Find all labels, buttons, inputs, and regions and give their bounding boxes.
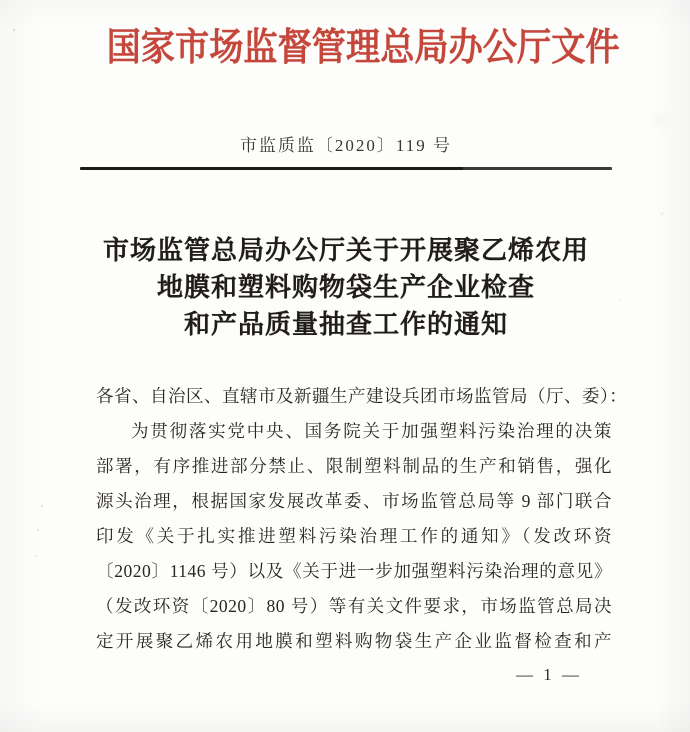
- header-divider-rule: [80, 167, 612, 170]
- document-title: [80, 232, 612, 343]
- body-line: （发改环资〔2020〕80 号）等有关文件要求，市场监管总局决: [96, 596, 612, 616]
- page-number: — 1 —: [516, 665, 582, 684]
- body-line: 部署，有序推进部分禁止、限制塑料制品的生产和销售，强化: [96, 456, 612, 476]
- salutation-line: 各省、自治区、直辖市及新疆生产建设兵团市场监管局（厅、委）：: [96, 386, 628, 406]
- body-line: 源头治理，根据国家发展改革委、市场监管总局等 9 部门联合: [96, 491, 612, 511]
- body-line: 为贯彻落实党中央、国务院关于加强塑料污染治理的决策: [131, 421, 612, 441]
- document-header-title: 国家市场监督管理总局办公厅文件: [106, 27, 620, 69]
- body-line: 印发《关于扎实推进塑料污染治理工作的通知》（发改环资: [96, 526, 612, 546]
- document-body: [80, 379, 628, 659]
- document-number: 市监质监〔2020〕119 号: [239, 136, 453, 155]
- body-line: 定开展聚乙烯农用地膜和塑料购物袋生产企业监督检查和产: [96, 631, 612, 651]
- document-title-line: 地膜和塑料购物袋生产企业检查: [156, 273, 535, 302]
- document-title-line: 和产品质量抽查工作的通知: [183, 310, 508, 339]
- body-line: 〔2020〕1146 号）以及《关于进一步加强塑料污染治理的意见》: [96, 561, 612, 581]
- document-title-line: 市场监管总局办公厅关于开展聚乙烯农用: [102, 236, 589, 265]
